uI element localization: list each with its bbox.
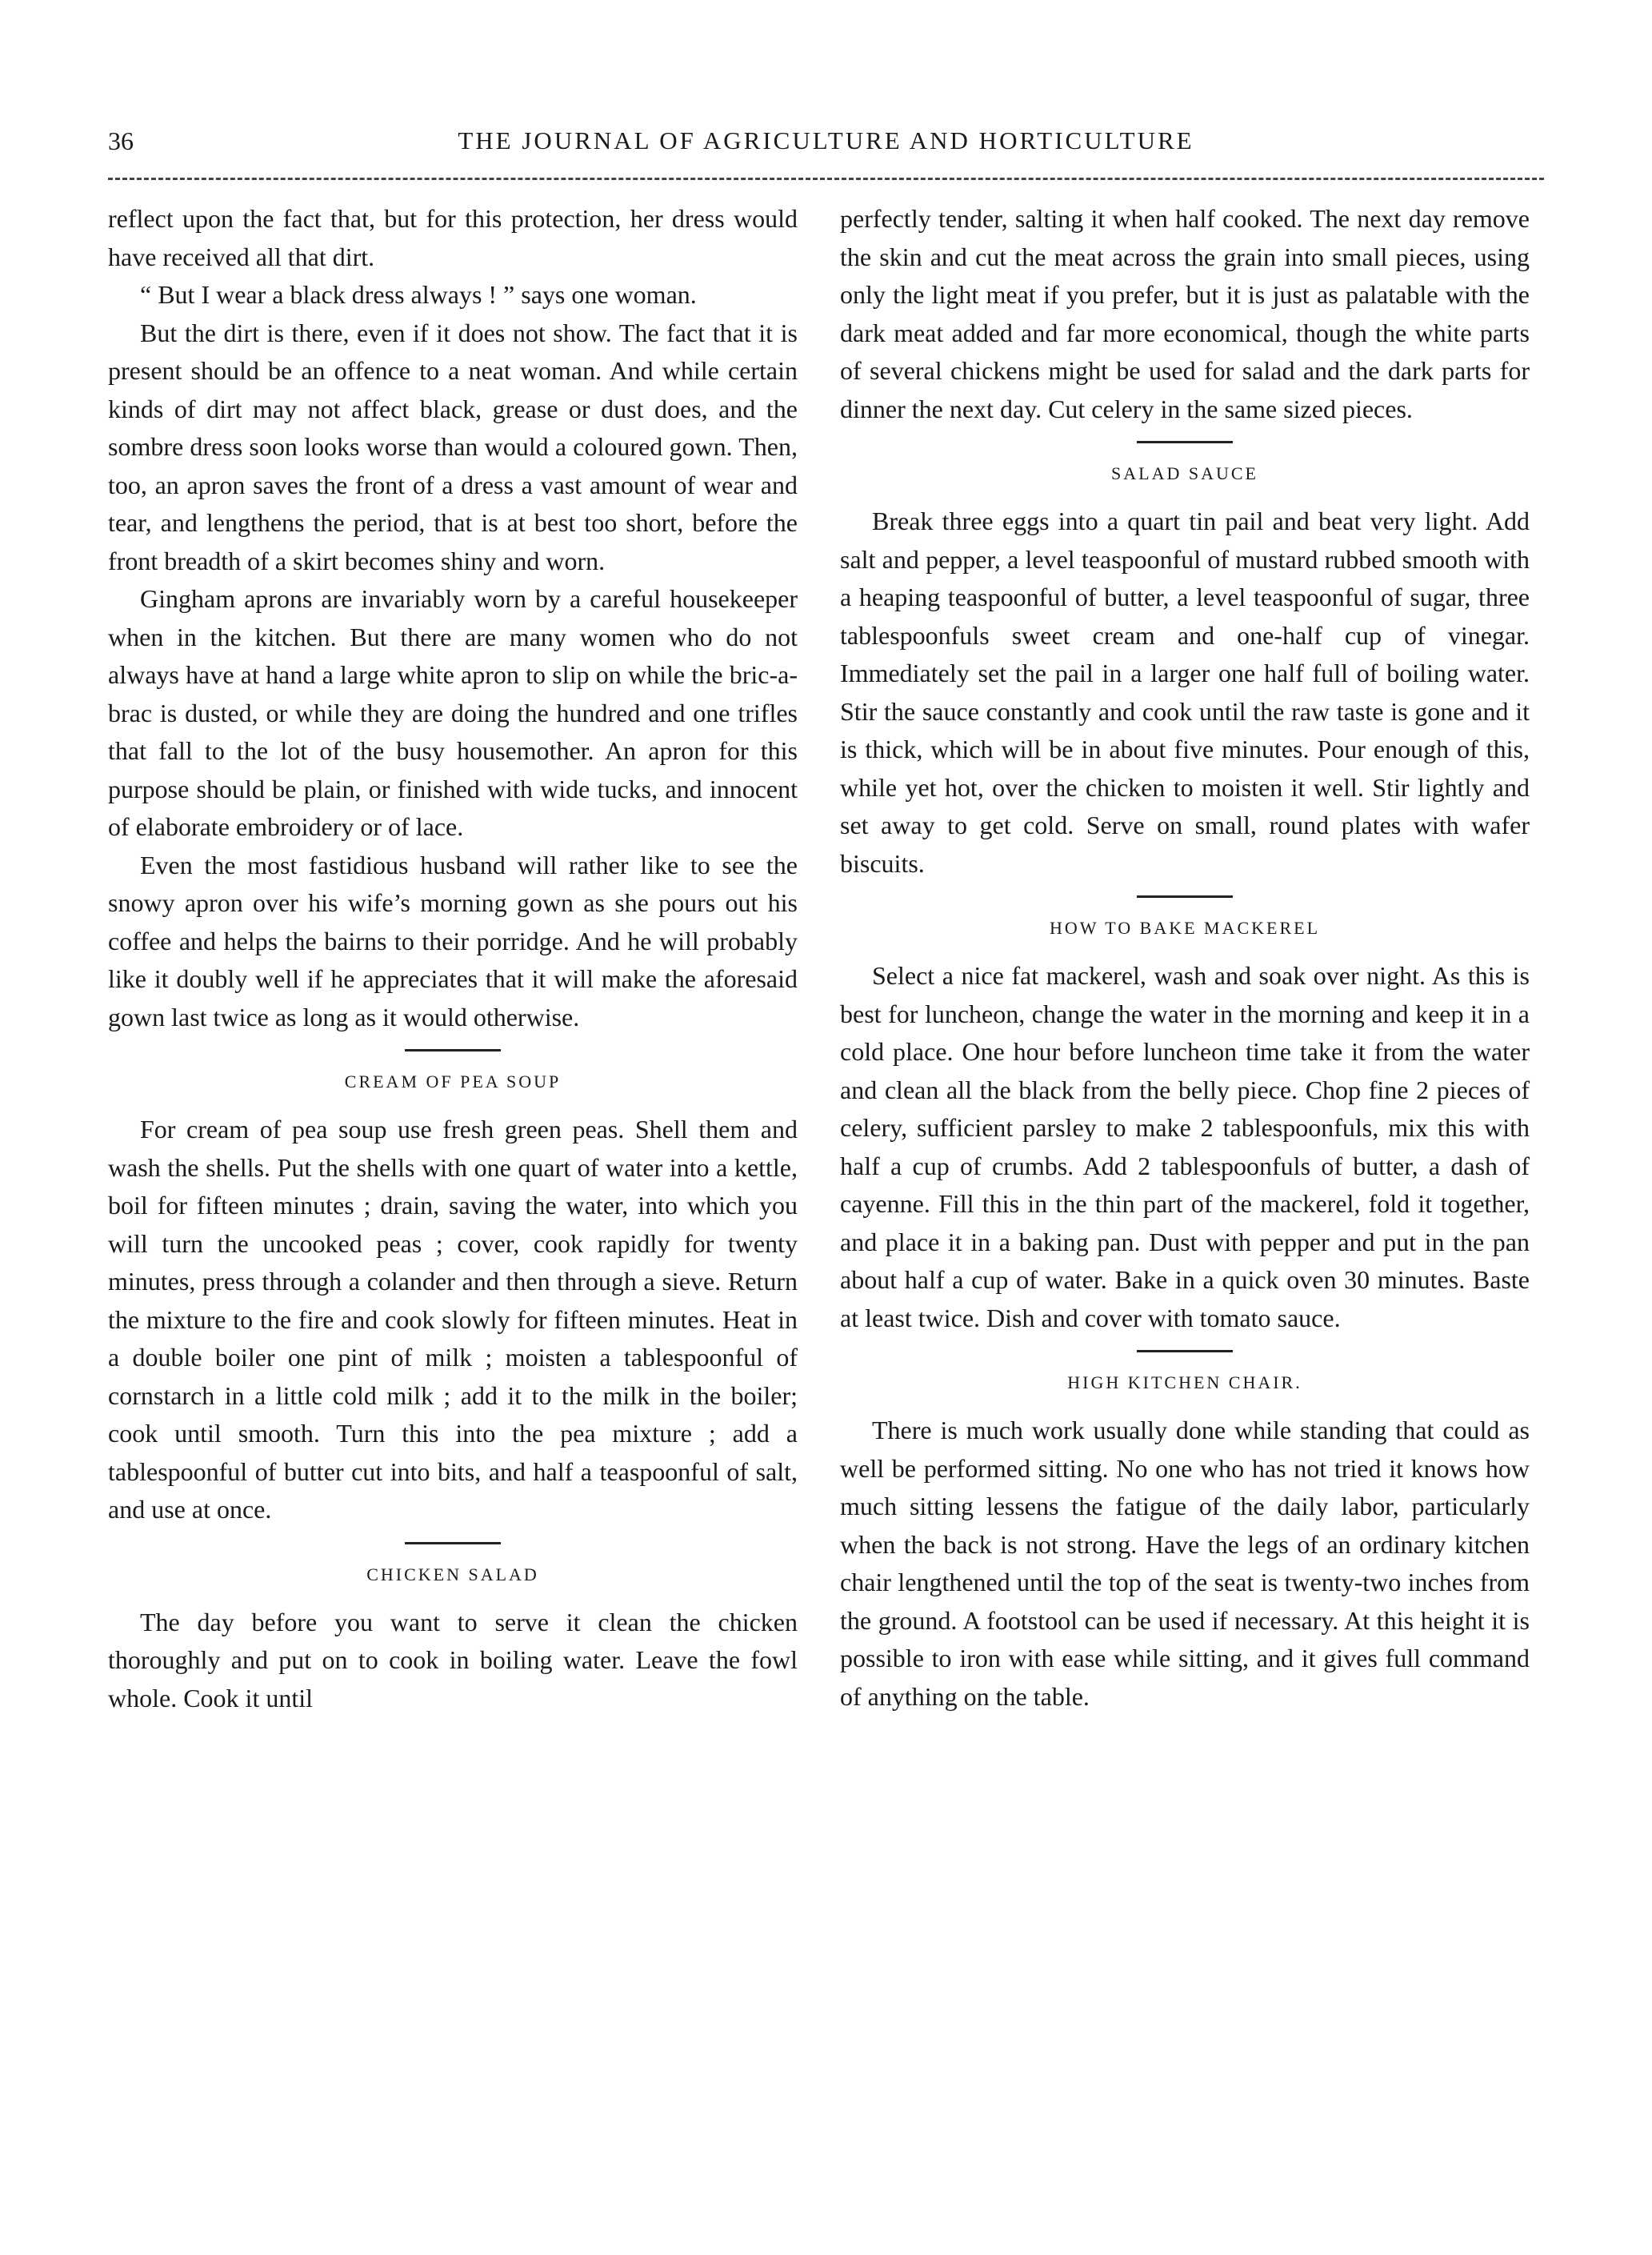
right-column bbox=[840, 200, 1530, 1716]
section-divider bbox=[1137, 895, 1233, 898]
paragraph: reflect upon the fact that, but for this protection, her dress would have received all that dirt. bbox=[108, 204, 798, 271]
paragraph: Gingham aprons are invariably worn by a careful housekeeper when in the kitchen. But there are many women who do not always have at hand a large white apron to slip on while the bric-a-brac is dusted, or while they are doing the hundred and one trifles that fall to the lot of the busy housemother. An apron for this purpose should be plain, or finished with wide tucks, and innocent of elaborate embroidery or of lace. bbox=[108, 584, 798, 841]
paragraph: “ But I wear a black dress always ! ” says one woman. bbox=[140, 280, 697, 309]
paragraph: Select a nice fat mackerel, wash and soak over night. As this is best for luncheon, change the water in the morning and keep it in a cold place. One hour before luncheon time take it from the water and clean all the black from the belly piece. Chop fine 2 pieces of celery, sufficient parsley to make 2 tablespoonfuls, mix this with half a cup of crumbs. Add 2 tablespoonfuls of butter, a dash of cayenne. Fill this in the thin part of the mackerel, fold it together, and place it in a baking pan. Dust with pepper and put in the pan about half a cup of water. Bake in a quick oven 30 minutes. Baste at least twice. Dish and cover with tomato sauce. bbox=[840, 961, 1530, 1332]
paragraph: perfectly tender, salting it when half cooked. The next day remove the skin and cut the meat across the grain into small pieces, using only the light meat if you prefer, but it is just as palatable with the dark meat added and far more economical, though the white parts of several chickens might be used for salad and the dark parts for dinner the next day. Cut celery in the same sized pieces. bbox=[840, 204, 1530, 423]
section-divider bbox=[405, 1049, 501, 1051]
journal-title: THE JOURNAL OF AGRICULTURE AND HORTICULTURE bbox=[458, 126, 1194, 154]
heading-how-to-bake-mackerel: HOW TO BAKE MACKEREL bbox=[1049, 918, 1321, 938]
page-number: 36 bbox=[108, 126, 134, 155]
section-divider bbox=[405, 1542, 501, 1544]
heading-cream-of-pea-soup: CREAM OF PEA SOUP bbox=[344, 1071, 562, 1091]
paragraph: The day before you want to serve it clean the chicken thoroughly and put on to cook in boiling water. Leave the fowl whole. Cook it until bbox=[108, 1607, 798, 1712]
heading-salad-sauce: SALAD SAUCE bbox=[1111, 463, 1258, 483]
paragraph: But the dirt is there, even if it does not show. The fact that it is present should be an offence to a neat woman. And while certain kinds of dirt may not affect black, grease or dust does, and the sombre dress soon looks worse than would a coloured gown. Then, too, an apron saves the front of a dress a vast amount of wear and tear, and lengthens the period, that is at best too short, before the front breadth of a skirt becomes shiny and worn. bbox=[108, 318, 798, 575]
heading-chicken-salad: CHICKEN SALAD bbox=[366, 1564, 539, 1584]
left-column bbox=[108, 200, 798, 1717]
paragraph: Even the most fastidious husband will rather like to see the snowy apron over his wife’s morning gown as she pours out his coffee and helps the bairns to their porridge. And he will probably like it doubly well if he appreciates that it will make the aforesaid gown last twice as long as it would otherwise. bbox=[108, 850, 798, 1031]
paragraph: Break three eggs into a quart tin pail and beat very light. Add salt and pepper, a level teaspoonful of mustard rubbed smooth with a heaping teaspoonful of butter, a level teaspoonful of sugar, three tablespoonfuls sweet cream and one-half cup of vinegar. Immediately set the pail in a larger one half full of boiling water. Stir the sauce constantly and cook until the raw taste is gone and it is thick, which will be in about five minutes. Pour enough of this, while yet hot, over the chicken to moisten it well. Stir lightly and set away to get cold. Serve on small, round plates with wafer biscuits. bbox=[840, 507, 1530, 878]
section-divider bbox=[1137, 1350, 1233, 1352]
section-divider bbox=[1137, 441, 1233, 443]
heading-high-kitchen-chair: HIGH KITCHEN CHAIR. bbox=[1067, 1372, 1302, 1392]
paragraph: There is much work usually done while standing that could as well be performed sitting. No one who has not tried it knows how much sitting lessens the fatigue of the daily labor, particularly when the back is not strong. Have the legs of an ordinary kitchen chair lengthened until the top of the seat is twenty-two inches from the ground. A footstool can be used if necessary. At this height it is possible to iron with ease while sitting, and it gives full command of anything on the table. bbox=[840, 1416, 1530, 1711]
paragraph: For cream of pea soup use fresh green peas. Shell them and wash the shells. Put the shells with one quart of water into a kettle, boil for fifteen minutes ; drain, saving the water, into which you will turn the uncooked peas ; cover, cook rapidly for twenty minutes, press through a colander and then through a sieve. Return the mixture to the fire and cook slowly for fifteen minutes. Heat in a double boiler one pint of milk ; moisten a tablespoonful of cornstarch in a little cold milk ; add it to the milk in the boiler; cook until smooth. Turn this into the pea mixture ; add a tablespoonful of butter cut into bits, and half a teaspoonful of salt, and use at once. bbox=[108, 1115, 798, 1524]
header-rule bbox=[108, 178, 1544, 180]
page-header bbox=[108, 118, 1544, 166]
